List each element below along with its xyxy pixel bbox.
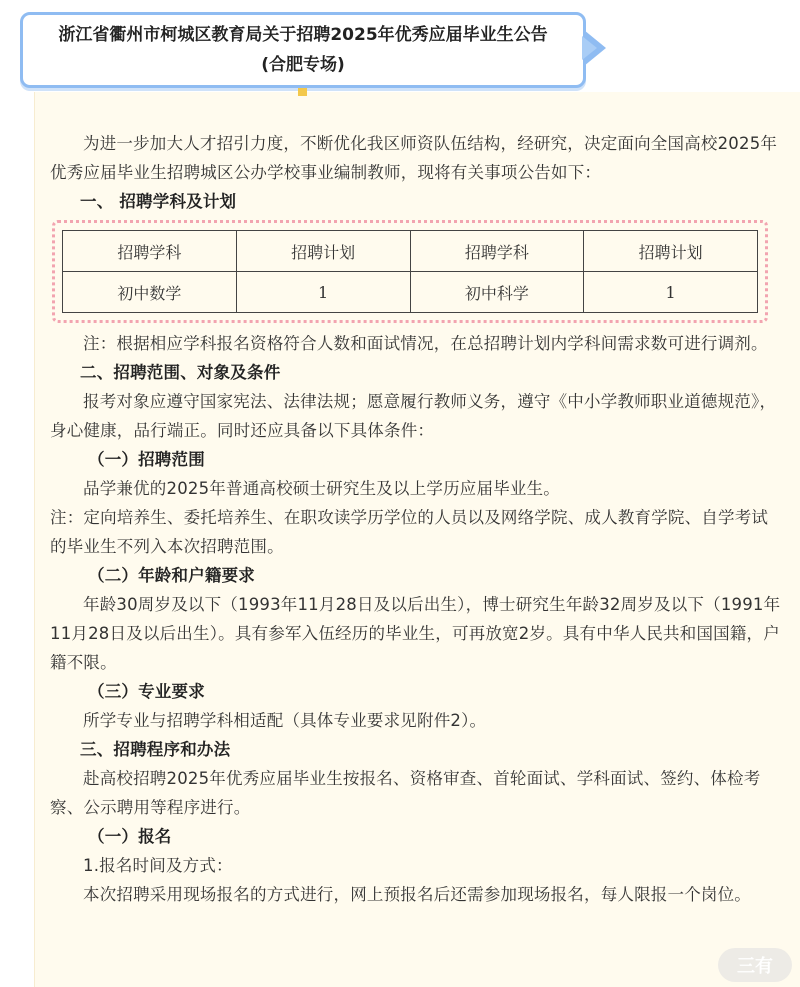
section2-sub3-heading: （三）专业要求 xyxy=(88,682,205,701)
table-header-cell: 招聘学科 xyxy=(63,231,237,272)
section2-paragraph: 报考对象应遵守国家宪法、法律法规；愿意履行教师义务，遵守《中小学教师职业道德规范》，身心健康，品行端正。同时还应具备以下具体条件： xyxy=(50,392,777,440)
section3-paragraph: 赴高校招聘2025年优秀应届毕业生按报名、资格审查、首轮面试、学科面试、签约、体检考察、公示聘用等程序进行。 xyxy=(50,769,761,817)
table-header-cell: 招聘计划 xyxy=(236,231,410,272)
section2-heading: 二、招聘范围、对象及条件 xyxy=(80,363,281,382)
section2-sub2-paragraph: 年龄30周岁及以下（1993年11月28日及以后出生），博士研究生年龄32周岁及以下（1991年11月28日及以后出生）。具有参军入伍经历的毕业生，可再放宽2岁。具有中华人民共和国国籍，户籍不限。 xyxy=(50,595,781,672)
table-cell: 初中科学 xyxy=(410,272,584,313)
table-cell: 1 xyxy=(236,272,410,313)
section3-item1-paragraph: 本次招聘采用现场报名的方式进行，网上预报名后还需参加现场报名，每人限报一个岗位。 xyxy=(83,885,751,904)
table-header-row xyxy=(63,231,758,272)
section2-sub1-note: 注：定向培养生、委托培养生、在职攻读学历学位的人员以及网络学院、成人教育学院、自学考试的毕业生不列入本次招聘范围。 xyxy=(50,508,769,556)
title-line-2: (合肥专场) xyxy=(261,55,345,75)
section3-heading: 三、招聘程序和办法 xyxy=(80,740,231,759)
watermark-logo: 三有 xyxy=(718,948,792,982)
title-line-1: 浙江省衢州市柯城区教育局关于招聘2025年优秀应届毕业生公告 xyxy=(58,25,548,45)
title-arrow-inner-decoration xyxy=(582,36,597,60)
section2-sub1-paragraph: 品学兼优的2025年普通高校硕士研究生及以上学历应届毕业生。 xyxy=(83,479,560,498)
section2-sub3-paragraph: 所学专业与招聘学科相适配（具体专业要求见附件2）。 xyxy=(83,711,487,730)
title-banner xyxy=(20,12,586,88)
section2-sub1-heading: （一）招聘范围 xyxy=(88,450,205,469)
table-cell: 初中数学 xyxy=(63,272,237,313)
table-header-cell: 招聘学科 xyxy=(410,231,584,272)
article-content xyxy=(50,129,782,909)
section3-sub1-heading: （一）报名 xyxy=(88,827,172,846)
section1-heading: 一、 招聘学科及计划 xyxy=(80,192,237,211)
intro-paragraph: 为进一步加大人才招引力度，不断优化我区师资队伍结构，经研究，决定面向全国高校2025年优秀应届毕业生招聘城区公办学校事业编制教师，现将有关事项公告如下： xyxy=(50,134,778,182)
title-stem-decoration xyxy=(298,88,307,96)
table-row xyxy=(63,272,758,313)
plan-table xyxy=(62,230,758,313)
plan-table-frame xyxy=(52,220,768,323)
table-header-cell: 招聘计划 xyxy=(584,231,758,272)
table-cell: 1 xyxy=(584,272,758,313)
section1-note: 注：根据相应学科报名资格符合人数和面试情况，在总招聘计划内学科间需求数可进行调剂。 xyxy=(83,334,768,353)
section2-sub2-heading: （二）年龄和户籍要求 xyxy=(88,566,255,585)
section3-item1: 1.报名时间及方式： xyxy=(83,856,233,875)
